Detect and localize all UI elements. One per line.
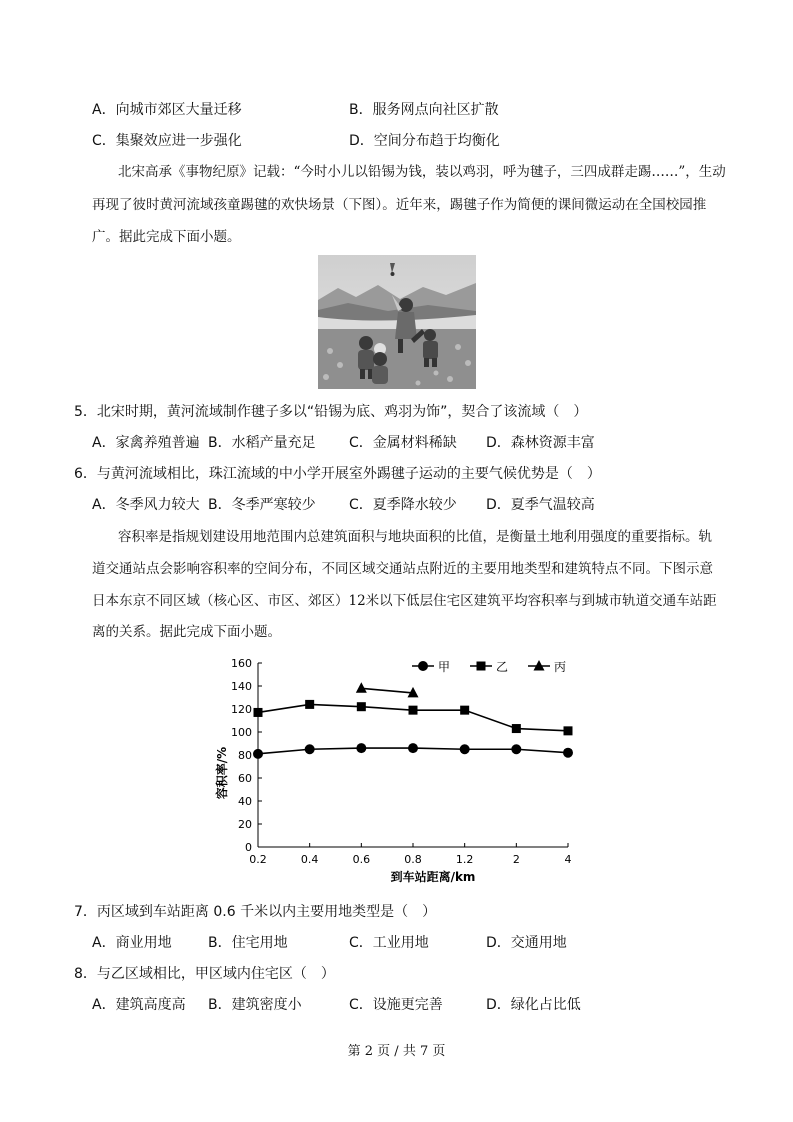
y-tick-label: 60 xyxy=(238,772,252,785)
x-tick-label: 0.6 xyxy=(352,853,371,866)
x-tick-label: 2 xyxy=(512,853,520,866)
q5-option-c: C．金属材料稀缺 xyxy=(349,435,457,451)
q7-option-c: C．工业用地 xyxy=(349,935,429,951)
passage1-line3: 广。据此完成下面小题。 xyxy=(92,229,241,245)
y-tick-label: 20 xyxy=(238,818,252,831)
series-1 xyxy=(253,743,573,759)
y-tick-label: 140 xyxy=(231,680,252,693)
series-3 xyxy=(356,682,419,697)
y-tick-label: 160 xyxy=(231,657,252,670)
q5-option-d: D．森林资源丰富 xyxy=(486,435,595,451)
passage1-line1: 北宋高承《事物纪原》记载：“今时小儿以铅锡为钱，装以鸡羽，呼为毽子，三四成群走踢……”，生动 xyxy=(118,164,726,180)
legend-marker xyxy=(418,661,428,671)
legend-label: 乙 xyxy=(496,660,509,674)
series-2 xyxy=(254,700,573,735)
floor-area-ratio-chart xyxy=(212,650,584,892)
q8-option-a: A．建筑高度高 xyxy=(92,997,186,1013)
legend-item-1 xyxy=(412,660,450,674)
y-tick-label: 120 xyxy=(231,703,252,716)
passage2-line2: 道交通站点会影响容积率的空间分布，不同区域交通站点附近的主要用地类型和建筑特点不同。下图示意 xyxy=(92,561,713,577)
q6-option-a: A．冬季风力较大 xyxy=(92,497,200,513)
q5-option-a: A．家禽养殖普遍 xyxy=(92,435,200,451)
legend-label: 丙 xyxy=(554,660,567,674)
q8-stem: 8．与乙区域相比，甲区域内住宅区（ ） xyxy=(74,966,335,982)
q4-option-d: D．空间分布趋于均衡化 xyxy=(349,133,500,149)
data-point xyxy=(564,726,573,735)
legend-item-2 xyxy=(470,660,508,674)
x-tick-label: 4 xyxy=(564,853,572,866)
children-kicking-shuttlecock-illustration xyxy=(318,255,476,389)
x-axis-label: 到车站距离/km xyxy=(390,870,476,884)
q5-stem: 5．北宋时期，黄河流域制作毽子多以“铅锡为底、鸡羽为饰”，契合了该流域（ ） xyxy=(74,404,588,420)
data-point xyxy=(512,724,521,733)
data-point xyxy=(511,744,521,754)
x-tick-label: 1.2 xyxy=(455,853,474,866)
data-point xyxy=(357,702,366,711)
y-tick-label: 40 xyxy=(238,795,252,808)
q6-option-c: C．夏季降水较少 xyxy=(349,497,457,513)
chart-legend xyxy=(412,660,566,674)
data-point xyxy=(356,682,367,693)
data-point xyxy=(408,743,418,753)
data-point xyxy=(356,743,366,753)
data-point xyxy=(253,749,263,759)
data-point xyxy=(563,748,573,758)
q6-option-b: B．冬季严寒较少 xyxy=(208,497,316,513)
q4-option-c: C．集聚效应进一步强化 xyxy=(92,133,242,149)
data-point xyxy=(305,744,315,754)
q6-stem: 6．与黄河流域相比，珠江流域的中小学开展室外踢毽子运动的主要气候优势是（ ） xyxy=(74,466,601,482)
legend-marker xyxy=(477,662,486,671)
y-axis-label: 容积率/% xyxy=(215,746,229,800)
passage2-line4: 离的关系。据此完成下面小题。 xyxy=(92,624,281,640)
series-line xyxy=(361,688,413,693)
y-tick-label: 80 xyxy=(238,749,252,762)
data-point xyxy=(305,700,314,709)
passage1-line2: 再现了彼时黄河流域孩童踢毽的欢快场景（下图）。近年来，踢毽子作为简便的课间微运动在全国校园推 xyxy=(92,197,707,213)
x-tick-label: 0.8 xyxy=(404,853,422,866)
data-point xyxy=(409,706,418,715)
q7-stem: 7．丙区域到车站距离 0.6 千米以内主要用地类型是（ ） xyxy=(74,904,437,920)
q6-option-d: D．夏季气温较高 xyxy=(486,497,595,513)
x-tick-label: 0.4 xyxy=(300,853,319,866)
data-point xyxy=(460,744,470,754)
q4-option-b: B．服务网点向社区扩散 xyxy=(349,102,499,118)
q8-option-d: D．绿化占比低 xyxy=(486,997,581,1013)
q7-option-d: D．交通用地 xyxy=(486,935,567,951)
q5-option-b: B．水稻产量充足 xyxy=(208,435,316,451)
passage2-line3: 日本东京不同区域（核心区、市区、郊区）12米以下低层住宅区建筑平均容积率与到城市轨道交通车站距 xyxy=(92,593,717,609)
chart-series xyxy=(253,682,573,759)
data-point xyxy=(254,708,263,717)
passage2-line1: 容积率是指规划建设用地范围内总建筑面积与地块面积的比值，是衡量土地利用强度的重要指标。轨 xyxy=(118,529,712,545)
x-tick-label: 0.2 xyxy=(249,853,267,866)
data-point xyxy=(460,706,469,715)
legend-item-3 xyxy=(528,660,566,674)
q4-option-a: A．向城市郊区大量迁移 xyxy=(92,102,242,118)
y-tick-label: 0 xyxy=(245,841,252,854)
q7-option-a: A．商业用地 xyxy=(92,935,172,951)
q8-option-c: C．设施更完善 xyxy=(349,997,443,1013)
q8-option-b: B．建筑密度小 xyxy=(208,997,302,1013)
y-tick-label: 100 xyxy=(231,726,252,739)
q7-option-b: B．住宅用地 xyxy=(208,935,288,951)
legend-label: 甲 xyxy=(438,660,451,674)
page-footer: 第 2 页 / 共 7 页 xyxy=(347,1044,446,1059)
